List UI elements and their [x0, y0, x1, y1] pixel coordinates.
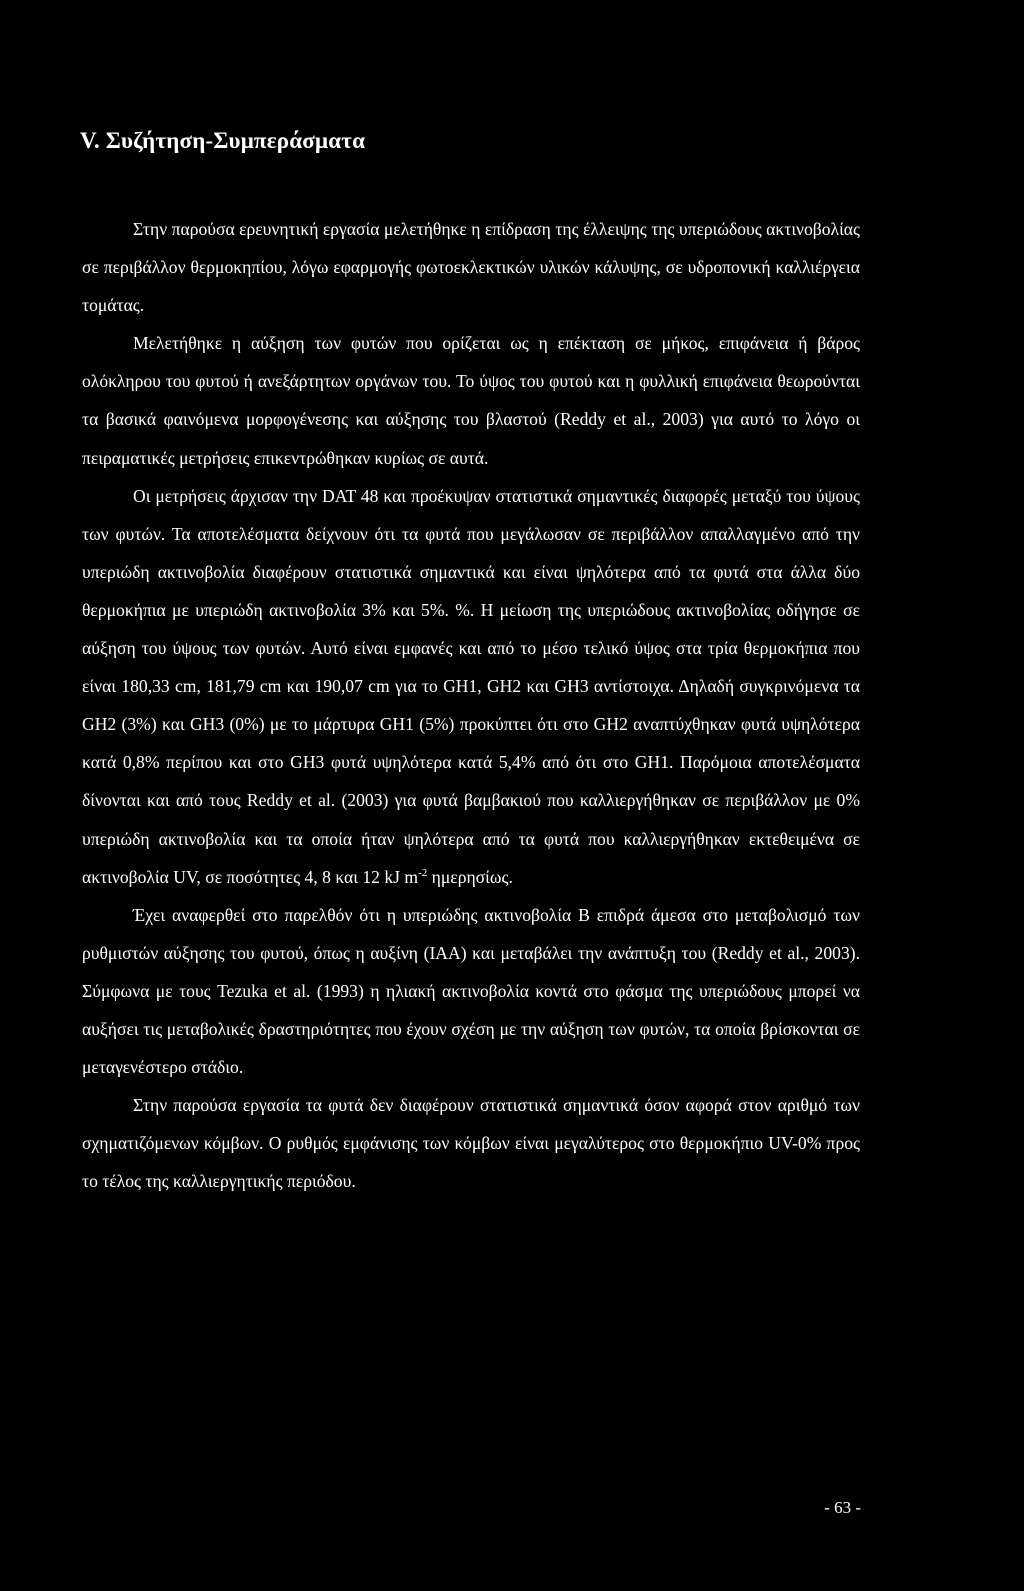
page-number: - 63 - — [824, 1498, 861, 1517]
paragraph-3 — [82, 477, 860, 896]
paragraph-2: Μελετήθηκε η αύξηση των φυτών που ορίζεται ως η επέκταση σε μήκος, επιφάνεια ή βάρος ολόκληρου του φυτού ή ανεξάρτητων οργάνων του. Το ύψος του φυτού και η φυλλική επιφάνεια θεωρούνται τα βασικά φαινόμενα μορφογένεσης και αύξησης του βλαστού (Reddy et al., 2003) για αυτό το λόγο οι πειραματικές μετρήσεις επικεντρώθηκαν κυρίως σε αυτά. — [82, 333, 860, 468]
paragraph-1: Στην παρούσα ερευνητική εργασία μελετήθηκε η επίδραση της έλλειψης της υπεριώδους ακτινοβολίας σε περιβάλλον θερμοκηπίου, λόγω εφαρμογής φωτοεκλεκτικών υλικών κάλυψης, σε υδροπονική καλλιέργεια τομάτας. — [82, 219, 860, 316]
section-heading: V. Συζήτηση-Συμπεράσματα — [80, 128, 366, 153]
paragraph-5: Στην παρούσα εργασία τα φυτά δεν διαφέρουν στατιστικά σημαντικά όσον αφορά στον αριθμό των σχηματιζόμενων κόμβων. Ο ρυθμός εμφάνισης των κόμβων είναι μεγαλύτερος στο θερμοκήπιο UV-0% προς το τέλος της καλλιεργητικής περιόδου. — [82, 1095, 860, 1192]
body-text — [82, 210, 860, 1200]
paragraph-3-text: Οι μετρήσεις άρχισαν την DAT 48 και προέκυψαν στατιστικά σημαντικές διαφορές μεταξύ του ύψους των φυτών. Τα αποτελέσματα δείχνουν ότι τα φυτά που μεγάλωσαν σε περιβάλλον απαλλαγμένο από την υπεριώδη ακτινοβολία διαφέρουν στατιστικά σημαντικά και είναι ψηλότερα από τα φυτά στα άλλα δύο θερμοκήπια με υπεριώδη ακτινοβολία 3% και 5%. %. Η μείωση της υπεριώδους ακτινοβολίας οδήγησε σε αύξηση του ύψους των φυτών. Αυτό είναι εμφανές και από το μέσο τελικό ύψος στα τρία θερμοκήπια που είναι 180,33 cm, 181,79 cm και 190,07 cm για το GH1, GH2 και GH3 αντίστοιχα. Δηλαδή συγκρινόμενα τα GH2 (3%) και GH3 (0%) με το μάρτυρα GH1 (5%) προκύπτει ότι στο GH2 αναπτύχθηκαν φυτά υψηλότερα κατά 0,8% περίπου και στο GH3 φυτά υψηλότερα κατά 5,4% από ότι στο GH1. Παρόμοια αποτελέσματα δίνονται και από τους Reddy et al. (2003) για φυτά βαμβακιού που καλλιεργήθηκαν σε περιβάλλον με 0% υπεριώδη ακτινοβολία και τα οποία ήταν ψηλότερα από τα φυτά που καλλιεργήθηκαν εκτεθειμένα σε ακτινοβολία UV, σε ποσότητες 4, 8 και 12 kJ m — [82, 485, 860, 887]
paragraph-4: Έχει αναφερθεί στο παρελθόν ότι η υπεριώδης ακτινοβολία Β επιδρά άμεσα στο μεταβολισμό των ρυθμιστών αύξησης του φυτού, όπως η αυξίνη (IAA) και μεταβάλει την ανάπτυξη του (Reddy et al., 2003). Σύμφωνα με τους Tezuka et al. (1993) η ηλιακή ακτινοβολία κοντά στο φάσμα της υπεριώδους μπορεί να αυξήσει τις μεταβολικές δραστηριότητες που έχουν σχέση με την αύξηση των φυτών, τα οποία βρίσκονται σε μεταγενέστερο στάδιο. — [82, 904, 860, 1078]
superscript-exponent: -2 — [418, 866, 428, 879]
paragraph-3-tail: ημερησίως. — [427, 866, 513, 887]
